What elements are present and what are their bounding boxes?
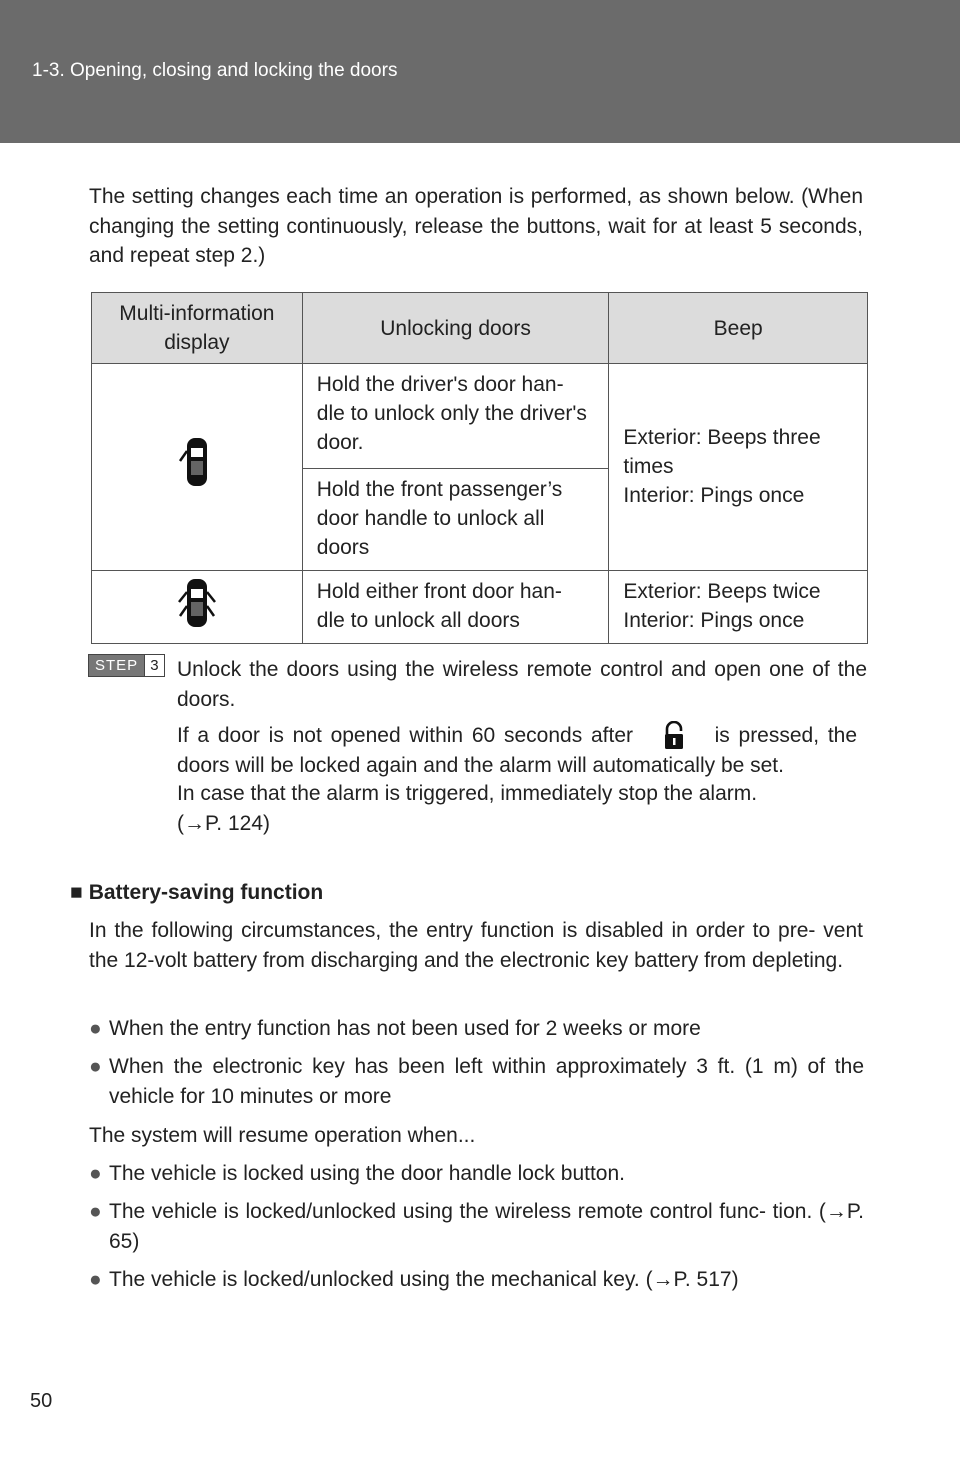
page-number: 50 (30, 1390, 53, 1412)
page-header (0, 0, 960, 143)
unlocking-cell: Hold either front door han- dle to unlock all doors (302, 571, 609, 644)
list-item: ● When the electronic key has been left within approximately 3 ft. (1 m) of the vehicle for 10 minutes or more (89, 1052, 864, 1111)
resume-text: The system will resume operation when... (89, 1124, 476, 1147)
beep-exterior: Exterior: Beeps twice (623, 580, 821, 603)
bullet-icon: ● (89, 1200, 102, 1223)
display-cell (92, 364, 303, 571)
unlocking-cell: Hold the driver's door han- dle to unlock only the driver's door. (302, 364, 609, 469)
list-item: ● The vehicle is locked using the door handle lock button. (89, 1159, 864, 1189)
beep-interior: Interior: Pings once (623, 483, 805, 507)
unlocking-cell: Hold the front passenger’s door handle to unlock all doors (302, 469, 609, 571)
display-cell (92, 571, 303, 644)
step-number: 3 (144, 655, 163, 676)
table-row (92, 571, 868, 644)
table-header-row (92, 293, 868, 364)
header-title: 1-3. Opening, closing and locking the doors (32, 60, 398, 81)
beep-exterior: Exterior: Beeps three times (623, 425, 821, 478)
settings-table (91, 292, 868, 644)
note-text-before: If a door is not opened within 60 seconds after (177, 724, 634, 747)
note-text-after: is pressed, the doors will be locked again and the alarm will automatically be set. (177, 724, 858, 778)
intro-paragraph: The setting changes each time an operation is performed, as shown below. (When changing the setting continuously, release the buttons, wait for at least 5 seconds, and repeat step 2.) (89, 185, 863, 267)
section-marker-icon: ■ (70, 881, 83, 904)
step-note-alarm (177, 779, 857, 838)
step-text: Unlock the doors using the wireless remote control and open one of the doors. (177, 658, 867, 711)
battery-intro: In the following circumstances, the entry function is disabled in order to pre- vent the 12-volt battery from discharging and the electronic key battery from depleting. (89, 919, 863, 972)
list-item: ● When the entry function has not been used for 2 weeks or more (89, 1014, 864, 1044)
header-unlocking: Unlocking doors (302, 293, 609, 364)
beep-cell (609, 364, 868, 571)
beep-cell (609, 571, 868, 644)
car-all-doors-open-icon (175, 576, 219, 630)
step-badge (88, 654, 165, 677)
battery-section-heading (70, 878, 323, 907)
unlock-button-icon (642, 721, 706, 751)
alarm-note-text: In case that the alarm is triggered, immediately stop the alarm. (177, 782, 758, 805)
list-item: ● The vehicle is locked/unlocked using the wireless remote control func- tion. (→P. 65) (89, 1197, 864, 1256)
header-beep: Beep (609, 293, 868, 364)
bullet-icon: ● (89, 1162, 102, 1185)
table-row (92, 364, 868, 469)
bullet-icon: ● (89, 1017, 102, 1040)
beep-interior: Interior: Pings once (623, 609, 805, 632)
battery-section-title: Battery-saving function (88, 881, 324, 904)
header-display: Multi-information display (92, 293, 303, 364)
step-label: STEP (89, 655, 144, 676)
bullet-icon: ● (89, 1268, 102, 1291)
alarm-page-reference: (→P. 124) (177, 811, 270, 835)
list-item: ● The vehicle is locked/unlocked using the mechanical key. (→P. 517) (89, 1265, 864, 1295)
step-note-timeout (177, 721, 857, 781)
bullet-icon: ● (89, 1055, 102, 1078)
car-driver-door-open-icon (177, 433, 217, 493)
